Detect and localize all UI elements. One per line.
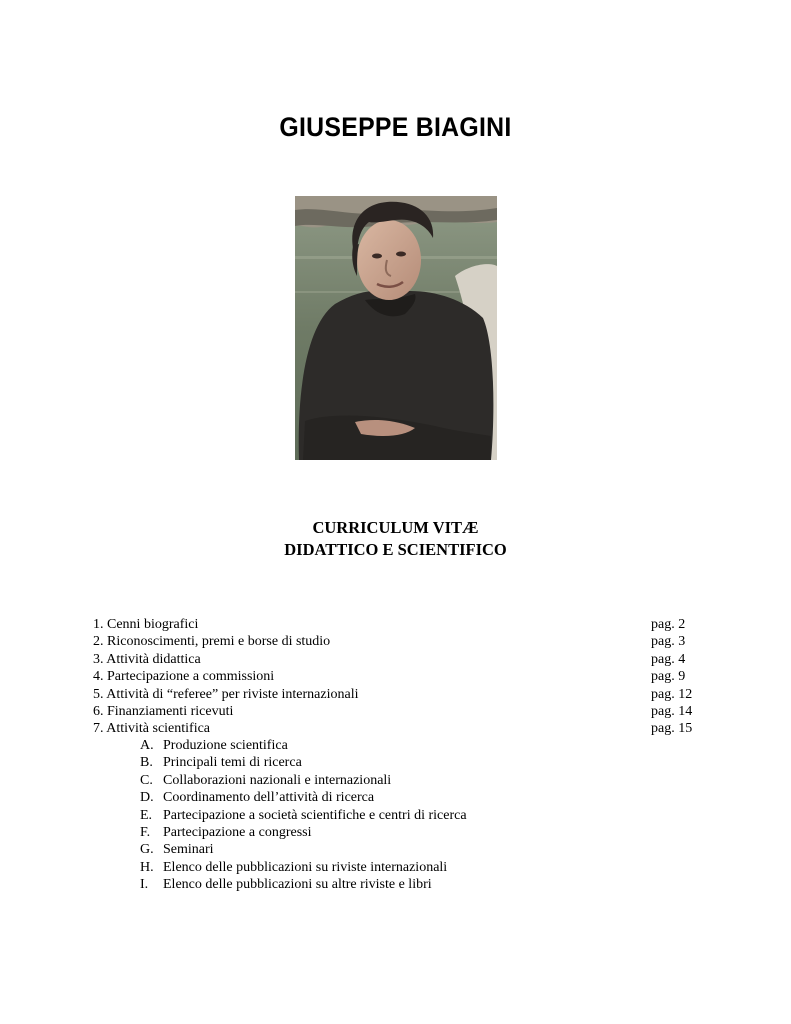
subsection-item — [140, 737, 640, 754]
subsection-item — [140, 824, 640, 841]
toc-item-label: 1. Cenni biografici — [93, 617, 199, 632]
subsection-text: Produzione scientifica — [163, 738, 288, 753]
subsection-text: Partecipazione a società scientifiche e centri di ricerca — [163, 807, 467, 823]
subsection-text: Coordinamento dell’attività di ricerca — [163, 790, 375, 806]
subsection-letter: D. — [140, 790, 154, 806]
subsection-letter: B. — [140, 755, 153, 771]
toc-item-page: pag. 3 — [651, 634, 686, 650]
toc-item-page: pag. 14 — [651, 703, 693, 719]
toc-item — [93, 686, 703, 703]
subsection-letter: C. — [140, 772, 153, 788]
table-of-contents — [93, 616, 703, 738]
toc-item-label: 2. Riconoscimenti, premi e borse di studio — [93, 634, 331, 650]
subsection-item — [140, 841, 640, 858]
cv-subheading: DIDATTICO E SCIENTIFICO — [284, 540, 507, 559]
subsection-list — [140, 737, 640, 894]
toc-item-label: 4. Partecipazione a commissioni — [93, 669, 275, 685]
toc-item — [93, 633, 703, 650]
toc-item-label: 5. Attività di “referee” per riviste internazionali — [93, 686, 359, 702]
subsection-text: Elenco delle pubblicazioni su altre riviste e libri — [163, 877, 432, 893]
toc-item — [93, 616, 703, 633]
subsection-text: Elenco delle pubblicazioni su riviste internazionali — [163, 859, 448, 875]
subsection-item — [140, 772, 640, 789]
toc-item-page: pag. 9 — [651, 669, 686, 685]
toc-item-page: pag. 12 — [651, 686, 693, 702]
subsection-text: Collaborazioni nazionali e internazionali — [163, 772, 392, 788]
subsection-letter: I. — [140, 877, 149, 893]
subsection-text: Partecipazione a congressi — [163, 824, 312, 840]
subsection-letter: G. — [140, 842, 154, 858]
toc-item — [93, 651, 703, 668]
subsection-text: Principali temi di ricerca — [163, 755, 302, 771]
toc-item — [93, 668, 703, 685]
subsection-letter: H. — [140, 859, 154, 875]
toc-item-label: 6. Finanziamenti ricevuti — [93, 703, 234, 719]
toc-item-label: 3. Attività didattica — [93, 651, 201, 667]
toc-item-page: pag. 4 — [651, 651, 686, 667]
subsection-item — [140, 754, 640, 771]
subsection-text: Seminari — [163, 842, 214, 858]
toc-item-page: pag. 15 — [651, 721, 693, 737]
subsection-letter: E. — [140, 807, 153, 823]
subsection-item — [140, 859, 640, 876]
toc-item-page: pag. 2 — [651, 617, 686, 632]
subsection-item — [140, 807, 640, 824]
page-title: GIUSEPPE BIAGINI — [279, 112, 512, 142]
toc-item-label: 7. Attività scientifica — [93, 721, 211, 737]
subsection-letter: A. — [140, 738, 154, 753]
toc-item — [93, 703, 703, 720]
toc-item — [93, 720, 703, 737]
cv-heading: CURRICULUM VITÆ — [312, 518, 479, 537]
subsection-item — [140, 789, 640, 806]
subsection-letter: F. — [140, 824, 151, 840]
portrait-photo — [295, 196, 497, 460]
subsection-item — [140, 876, 640, 893]
